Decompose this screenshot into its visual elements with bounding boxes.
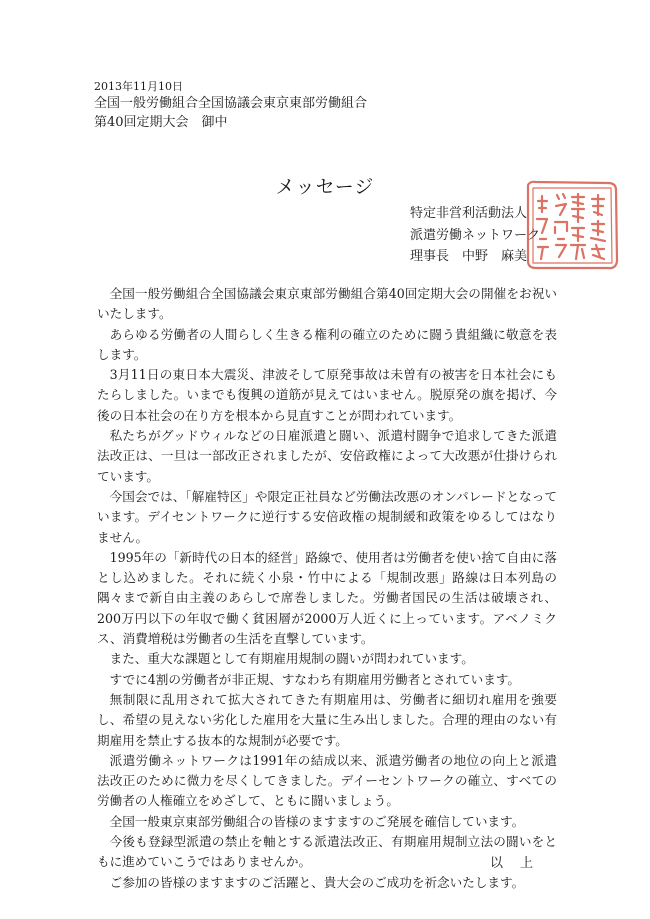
body-paragraph: 全国一般東京東部労働組合の皆様のますますのご発展を確信しています。	[109, 813, 525, 829]
recipient-event: 第40回定期大会 御中	[94, 115, 228, 130]
sender-org-type: 特定非営利活動法人	[410, 206, 528, 221]
letter-closing: 以 上	[490, 856, 536, 871]
body-paragraph: 3月11日の東日本大震災、津波そして原発事故は未曽有の被害を日本社会にもたらしました。いまでも復興の道筋が見えてはいません。脱原発の旗を掲げ、今後の日本社会の在り方を根本から見直すことが問われています。	[97, 367, 557, 423]
letter-date: 2013年11月10日	[94, 80, 183, 93]
body-paragraph: 今後も登録型派遣の禁止を軸とする派遣法改正、有期雇用規制立法の闘いをともに進めていこうではありませんか。	[97, 834, 557, 870]
letter-header	[94, 78, 367, 133]
body-paragraph: あらゆる労働者の人間らしく生きる権利の確立のために闘う貴組織に敬意を表します。	[97, 326, 557, 362]
body-paragraph: 私たちがグッドウィルなどの日雇派遣と闘い、派遣村闘争で追求してきた派遣法改正は、一旦は一部改正されましたが、安倍政権によって大改悪が仕掛けられています。	[97, 428, 557, 484]
letter-body	[97, 284, 557, 893]
recipient-organization: 全国一般労働組合全国協議会東京東部労働組合	[94, 96, 368, 111]
body-paragraph: ご参加の皆様のますますのご活躍と、貴大会のご成功を祈念いたします。	[109, 874, 525, 890]
sender-person: 理事長 中野 麻美	[410, 249, 528, 264]
organization-seal-stamp	[520, 175, 624, 275]
sender-org-name: 派遣労働ネットワーク	[410, 227, 541, 243]
body-paragraph: 1995年の「新時代の日本的経営」路線で、使用者は労働者を使い捨て自由に落とし込めました。それに続く小泉・竹中による「規制改悪」路線は日本列島の隅々まで新自由主義のあらしで席巻しました。労働者国民の生活は破壊され、200万円以下の年収で働く貧困層が2000万人近くに上っています。アベノミクス、消費増税は労働者の生活を直撃しています。	[97, 549, 557, 647]
letter-title: メッセージ	[275, 176, 375, 198]
body-paragraph: すでに4割の労働者が非正規、すなわち有期雇用労働者とされています。	[109, 671, 520, 687]
body-paragraph: 派遣労働ネットワークは1991年の結成以来、派遣労働者の地位の向上と派遣法改正のために微力を尽くしてきました。デイーセントワークの確立、すべての労働者の人権確立をめざして、ともに闘いましょう。	[97, 752, 557, 809]
body-paragraph: また、重大な課題として有期雇用規制の闘いが問われています。	[109, 651, 474, 667]
body-paragraph: 今国会では、「解雇特区」や限定正社員など労働法改悪のオンパレードとなっています。デイセントワークに逆行する安倍政権の規制緩和政策をゆるしてはなりません。	[97, 488, 557, 545]
body-paragraph: 全国一般労働組合全国協議会東京東部労働組合第40回定期大会の開催をお祝いいたします。	[97, 286, 557, 322]
body-paragraph: 無制限に乱用されて拡大されてきた有期雇用は、労働者に細切れ雇用を強要し、希望の見えない劣化した雇用を大量に生み出しました。合理的理由のない有期雇用を禁止する抜本的な規制が必要です。	[97, 691, 557, 748]
